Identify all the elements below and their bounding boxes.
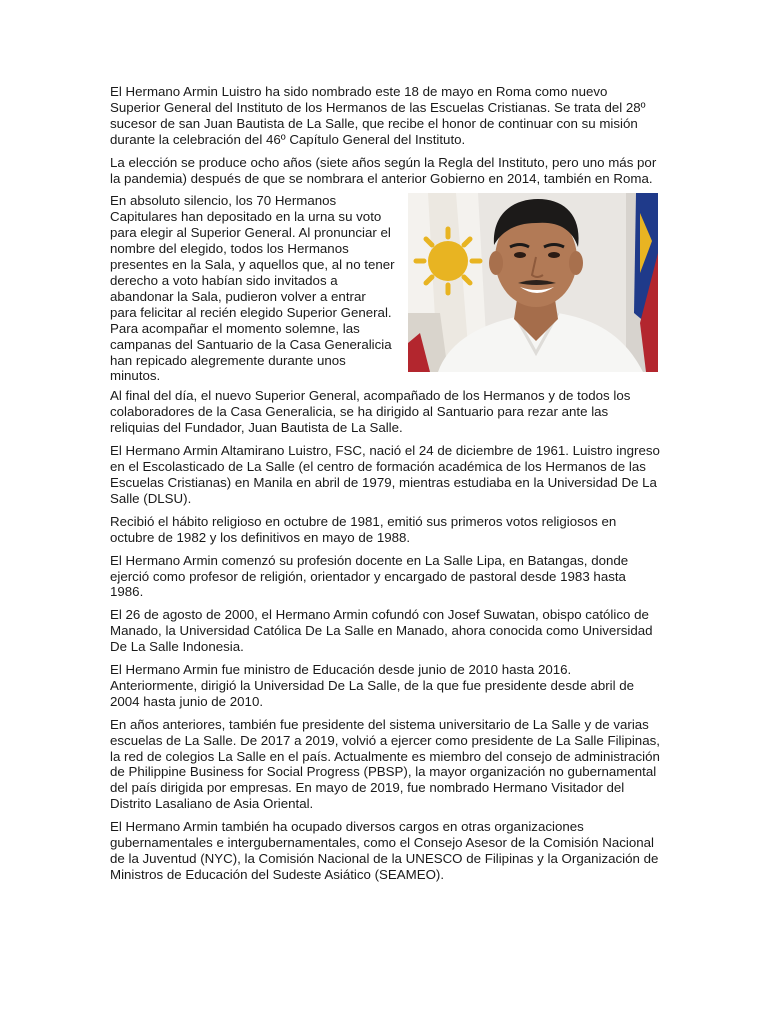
paragraph-election-timing: La elección se produce ocho años (siete años según la Regla del Instituto, pero uno más por la pandemia) después de que se nombrara el anterior Gobierno en 2014, también en Roma. — [110, 154, 657, 186]
paragraph-teaching-career: El Hermano Armin comenzó su profesión docente en La Salle Lipa, en Batangas, donde ejerció como profesor de religión, orientador y encargado de pastoral desde 1983 hasta 1986. — [110, 552, 629, 600]
paragraph-sanctuary-visit: Al final del día, el nuevo Superior General, acompañado de los Hermanos y de todos los colaboradores de la Casa Generalicia, se ha dirigido al Santuario para rezar ante las reliquias del Fundador, Juan Bautista de La Salle. — [110, 388, 631, 436]
paragraph-indonesia-university: El 26 de agosto de 2000, el Hermano Armin cofundó con Josef Suwatan, obispo católico de Manado, la Universidad Católica De La Salle en Manado, ahora conocida como Universidad De La Salle Indonesia. — [110, 607, 653, 655]
article-body — [110, 84, 660, 890]
paragraph-other-positions: El Hermano Armin también ha ocupado diversos cargos en otras organizaciones gubernamentales e intergubernamentales, como el Consejo Asesor de la Comisión Nacional de la Juventud (NYC), la Comisión Nacional de la UNESCO de Filipinas y la Organización de Ministros de Educación del Sudeste Asiático (SEAMEO). — [110, 819, 659, 882]
portrait-photo — [408, 193, 658, 372]
paragraph-with-photo — [110, 193, 660, 384]
paragraph-biography-birth: El Hermano Armin Altamirano Luistro, FSC, nació el 24 de diciembre de 1961. Luistro ingreso en el Escolasticado de La Salle (el centro de formación académica de los Hermanos de las Escuelas Cristianas) en Manila en abril de 1979, mientras estudiaba en la Universidad De La Salle (DLSU). — [110, 443, 660, 506]
paragraph-election-announcement: El Hermano Armin Luistro ha sido nombrado este 18 de mayo en Roma como nuevo Superior General del Instituto de los Hermanos de las Escuelas Cristianas. Se trata del 28º sucesor de san Juan Bautista de La Salle, que recibe el honor de continuar con su misión durante la celebración del 46º Capítulo General del Instituto. — [110, 84, 646, 147]
paragraph-lasalle-roles: En años anteriores, también fue presidente del sistema universitario de La Salle y de varias escuelas de La Salle. De 2017 a 2019, volvió a ejercer como presidente de La Salle Filipinas, la red de colegios La Salle en el país. Actualmente es miembro del consejo de administración de Philippine Business for Social Progress (PBSP), la mayor organización no gubernamental del país dirigida por empresas. En mayo de 2019, fue nombrado Hermano Visitador del Distrito Lasaliano de Asia Oriental. — [110, 716, 660, 812]
paragraph-religious-vows: Recibió el hábito religioso en octubre de 1981, emitió sus primeros votos religiosos en octubre de 1982 y los definitivos en mayo de 1988. — [110, 513, 617, 545]
paragraph-voting-ceremony: En absoluto silencio, los 70 Hermanos Capitulares han depositado en la urna su voto para elegir al Superior General. Al pronunciar el nombre del elegido, todos los Hermanos presentes en la Sala, y aquellos que, al no tener derecho a voto habían sido invitados a abandonar la Sala, pudieron volver a entrar para felicitar al recién elegido Superior General. Para acompañar el momento solemne, las campanas del Santuario de la Casa Generalicia han repicado alegremente durante unos minutos. — [110, 193, 395, 384]
paragraph-education-minister: El Hermano Armin fue ministro de Educación desde junio de 2010 hasta 2016. Anteriormente, dirigió la Universidad De La Salle, de la que fue presidente desde abril de 2004 hasta junio de 2010. — [110, 662, 635, 709]
